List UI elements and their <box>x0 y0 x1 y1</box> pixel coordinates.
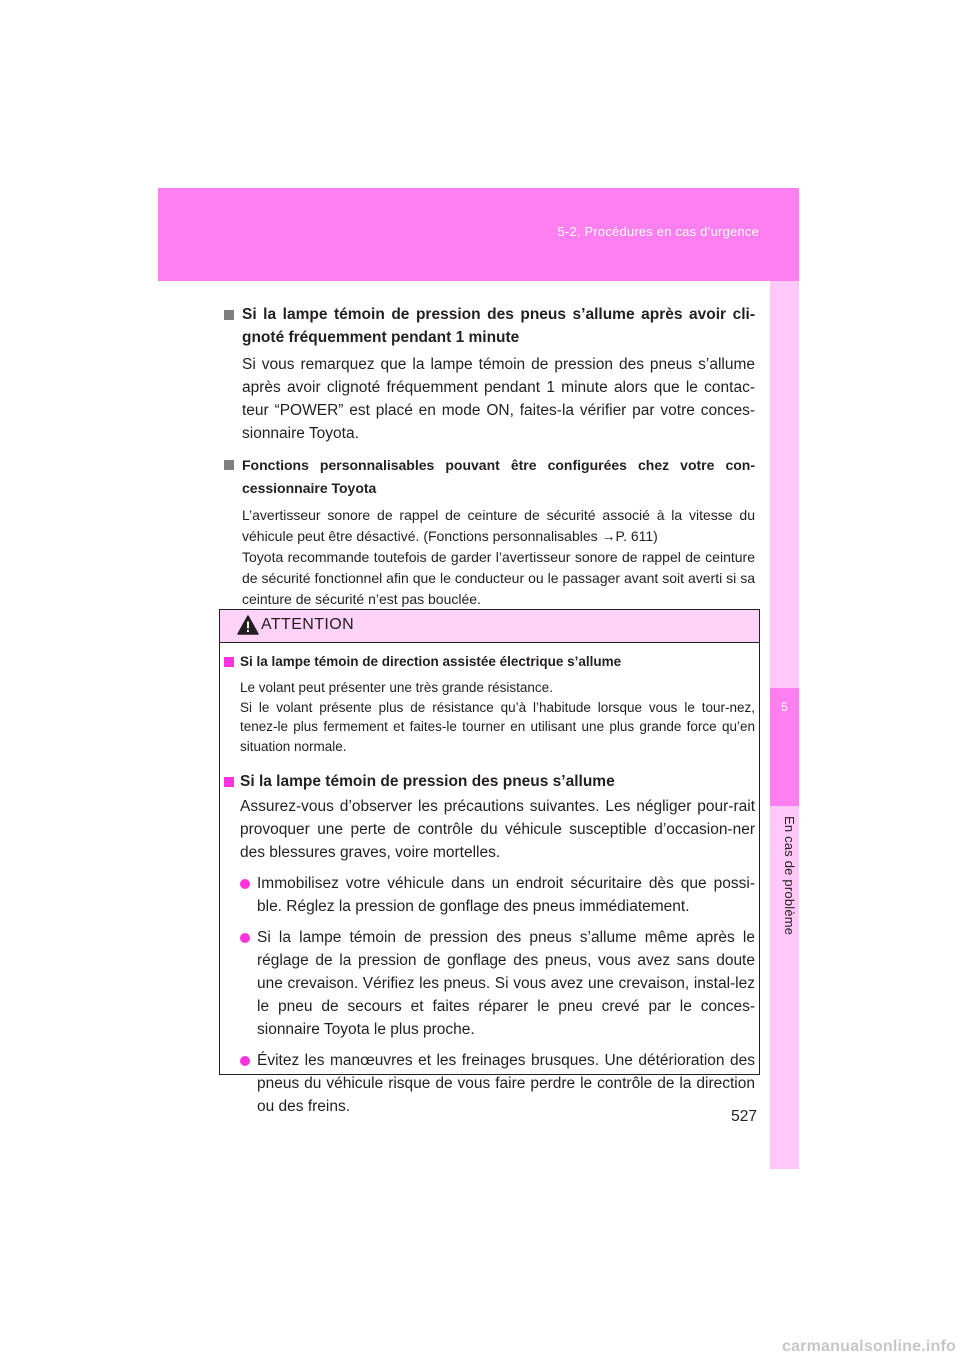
warning-heading <box>222 770 755 793</box>
chapter-side-tab <box>770 281 799 1169</box>
section-paragraph: Si vous remarquez que la lampe témoin de pression des pneus s’allume après avoir clignoté fréquemment pendant 1 minute alors que le contac-teur “POWER” est placé en mode ON, faites-la vérifier par votre conces-sionnaire Toyota. <box>242 356 755 442</box>
warning-bullet-text: Si la lampe témoin de pression des pneus s’allume même après le réglage de la pression de gonflage des pneus, vous avez sans doute une crevaison. Vérifiez les pneus. Si vous avez une crevaison, instal-lez le pneu de secours et faites réparer le pneu crevé par le conces-sionnaire Toyota le plus proche. <box>257 929 755 1038</box>
section-paragraph: L’avertisseur sonore de rappel de ceinture de sécurité associé à la vitesse du véhicule peut être désactivé. (Fonctions personnalisables →P. 611) <box>242 507 755 544</box>
warning-bullet <box>222 1049 755 1118</box>
warning-bullet <box>222 872 755 918</box>
header-band <box>158 188 799 281</box>
warning-heading-text: Si la lampe témoin de pression des pneus s’allume <box>240 773 615 790</box>
warning-paragraph: Si le volant présente plus de résistance qu’à l’habitude lorsque vous le tour-nez, tenez-le plus fermement et faites-le tourner en utilisant une plus grande force qu’en situation normale. <box>240 699 755 754</box>
chapter-number-block <box>770 688 799 806</box>
warning-heading-text: Si la lampe témoin de direction assistée électrique s’allume <box>240 654 622 669</box>
square-bullet-icon <box>224 460 234 470</box>
warning-bullet-text: Évitez les manœuvres et les freinages brusques. Une détérioration des pneus du véhicule risque de vous faire perdre le contrôle de la direction ou des freins. <box>257 1052 755 1115</box>
warning-triangle-icon <box>237 615 259 635</box>
square-bullet-icon <box>224 310 234 320</box>
square-bullet-icon <box>224 777 234 787</box>
warning-heading <box>222 652 755 672</box>
square-bullet-icon <box>224 657 234 667</box>
section-title: 5-2. Procédures en cas d’urgence <box>557 224 759 239</box>
warning-title: ATTENTION <box>261 616 355 633</box>
warning-paragraph: Le volant peut présenter une très grande résistance. <box>240 680 553 695</box>
section-heading <box>222 454 755 500</box>
chapter-label: En cas de problème <box>782 816 797 936</box>
round-bullet-icon <box>240 1056 250 1066</box>
page-number: 527 <box>731 1108 757 1125</box>
round-bullet-icon <box>240 879 250 889</box>
warning-header <box>220 610 759 643</box>
section-heading <box>222 303 755 349</box>
warning-box <box>219 609 760 1115</box>
round-bullet-icon <box>240 933 250 943</box>
section-heading-text: Fonctions personnalisables pouvant être configurées chez votre con-cessionnaire Toyota <box>242 457 755 496</box>
main-content <box>222 303 755 610</box>
warning-body <box>222 652 755 1126</box>
warning-paragraph: Assurez-vous d’observer les précautions suivantes. Les négliger pour-rait provoquer une perte de contrôle du véhicule susceptible d’occasion-ner des blessures graves, voire mortelles. <box>240 798 755 861</box>
chapter-number: 5 <box>781 700 788 714</box>
watermark: carmanualsonline.info <box>781 1338 956 1355</box>
warning-bullet-text: Immobilisez votre véhicule dans un endroit sécuritaire dès que possi-ble. Réglez la pression de gonflage des pneus immédiatement. <box>257 875 755 915</box>
warning-bullet <box>222 926 755 1041</box>
section-paragraph: Toyota recommande toutefois de garder l’avertisseur sonore de rappel de ceinture de sécurité fonctionnel afin que le conducteur ou le passager avant soit averti si sa ceinture de sécurité n’est pas bouclée. <box>242 549 755 607</box>
section-heading-text: Si la lampe témoin de pression des pneus s’allume après avoir cli-gnoté fréquemment pendant 1 minute <box>242 306 755 346</box>
